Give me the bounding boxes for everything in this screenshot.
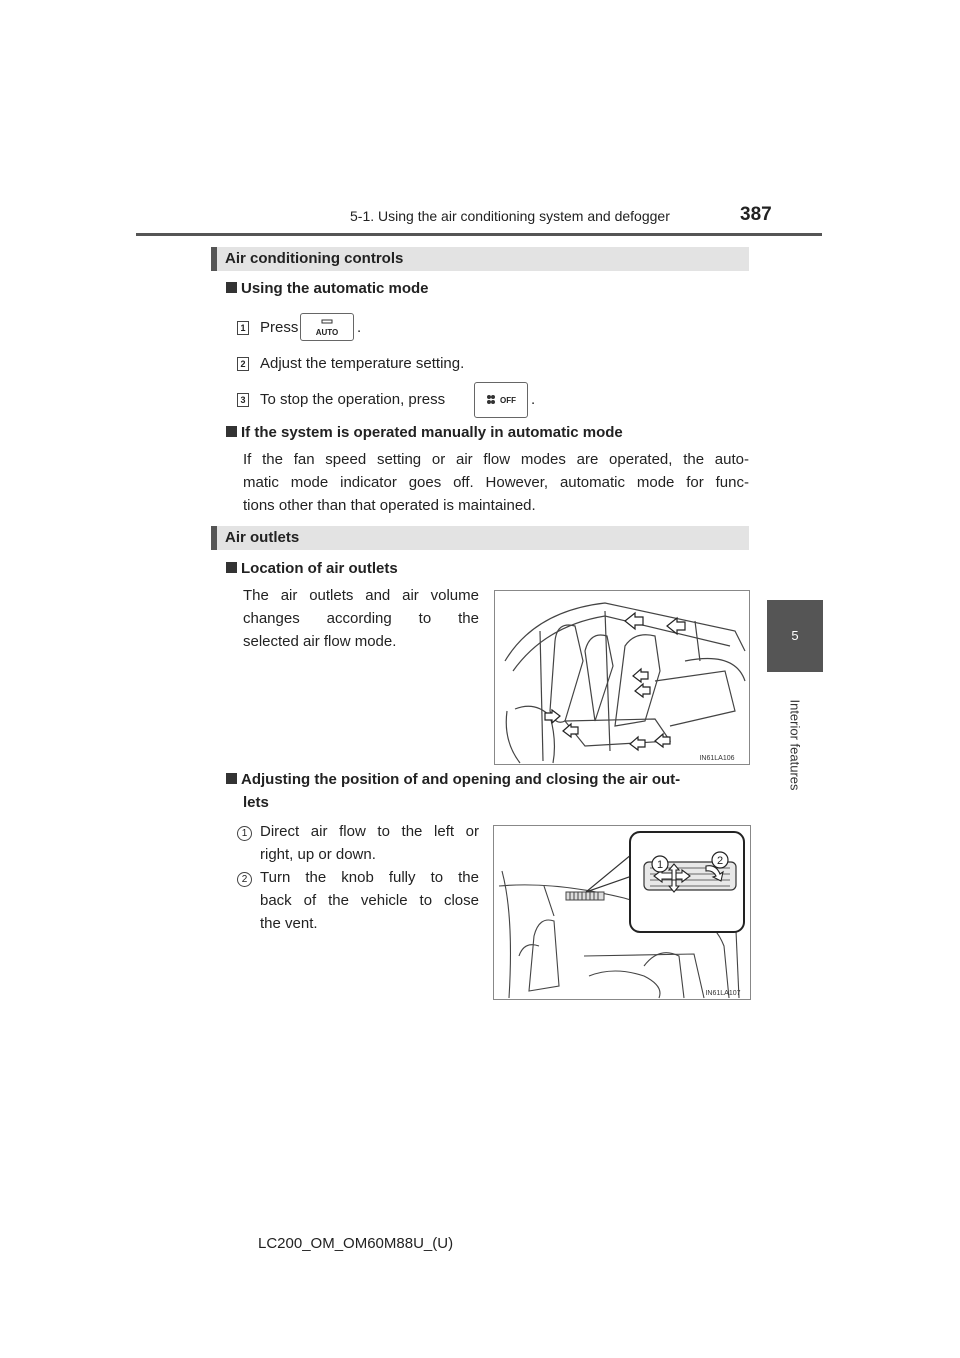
paragraph-line: changes according to the [243,610,479,627]
item-number-circle: 1 [237,826,252,841]
subheading-text: If the system is operated manually in automatic mode [241,424,623,441]
subheading-text: Adjusting the position of and opening and closing the air out- [241,771,681,788]
item-line: Turn the knob fully to the [260,869,479,886]
subheading-adjusting [226,771,746,788]
subheading-text: Location of air outlets [241,560,398,577]
step-1-text-after: . [357,319,362,336]
item-number-circle: 2 [237,872,252,887]
location-paragraph [243,584,479,653]
chapter-title [767,680,823,810]
paragraph-line: tions other than that operated is maintained. [243,497,536,514]
step-number: 2 [237,357,249,371]
callout-2: 2 [716,855,724,867]
auto-button-graphic [301,314,353,340]
chapter-title-text: Interior features [787,699,803,791]
step-3-text-before: To stop the operation, press [260,391,446,408]
item-line: Direct air flow to the left or [260,823,479,840]
off-button-label: OFF [500,396,516,405]
manual-paragraph [243,448,749,517]
vent-adjustment-figure [493,825,751,1000]
figure-code-106: IN61LA106 [699,755,735,762]
section-title-air-outlets: Air outlets [211,526,749,550]
subheading-adjusting-line2: lets [243,794,269,811]
step-1-text-before: Press [260,319,299,336]
header-rule [136,233,822,236]
step-3-text-after: . [531,391,536,408]
step-number: 3 [237,393,249,407]
chapter-tab: 5 [767,600,823,672]
square-bullet-icon [226,426,237,437]
subheading-text: Using the automatic mode [241,280,429,297]
callout-1: 1 [656,859,664,871]
paragraph-line: matic mode indicator goes off. However, automatic mode for func- [243,474,749,491]
item-line: back of the vehicle to close [260,892,479,909]
vent-illustration [494,826,750,999]
paragraph-line: If the fan speed setting or air flow modes are operated, the auto- [243,451,749,468]
subheading-auto-mode [226,280,429,297]
paragraph-line: The air outlets and air volume [243,587,479,604]
running-header: 5-1. Using the air conditioning system and defogger [350,208,670,224]
square-bullet-icon [226,773,237,784]
section-title-ac-controls: Air conditioning controls [211,247,749,271]
figure-code-107: IN61LA107 [705,990,741,997]
item-line: right, up or down. [260,846,376,863]
square-bullet-icon [226,282,237,293]
document-code: LC200_OM_OM60M88U_(U) [258,1235,454,1252]
paragraph-line: selected air flow mode. [243,633,397,650]
fan-off-button-icon [474,382,528,418]
step-2-text: Adjust the temperature setting. [260,355,465,372]
adjust-item-2-text [260,866,479,935]
vehicle-interior-illustration [495,591,749,764]
adjust-item-1-text [260,820,479,866]
square-bullet-icon [226,562,237,573]
item-line: the vent. [260,915,318,932]
auto-button-icon [300,313,354,341]
subheading-location [226,560,398,577]
step-number: 1 [237,321,249,335]
air-outlets-location-figure [494,590,750,765]
auto-button-label: AUTO [315,328,339,337]
subheading-manual [226,424,623,441]
page-number: 387 [740,204,772,225]
fan-off-button-graphic [475,383,527,417]
